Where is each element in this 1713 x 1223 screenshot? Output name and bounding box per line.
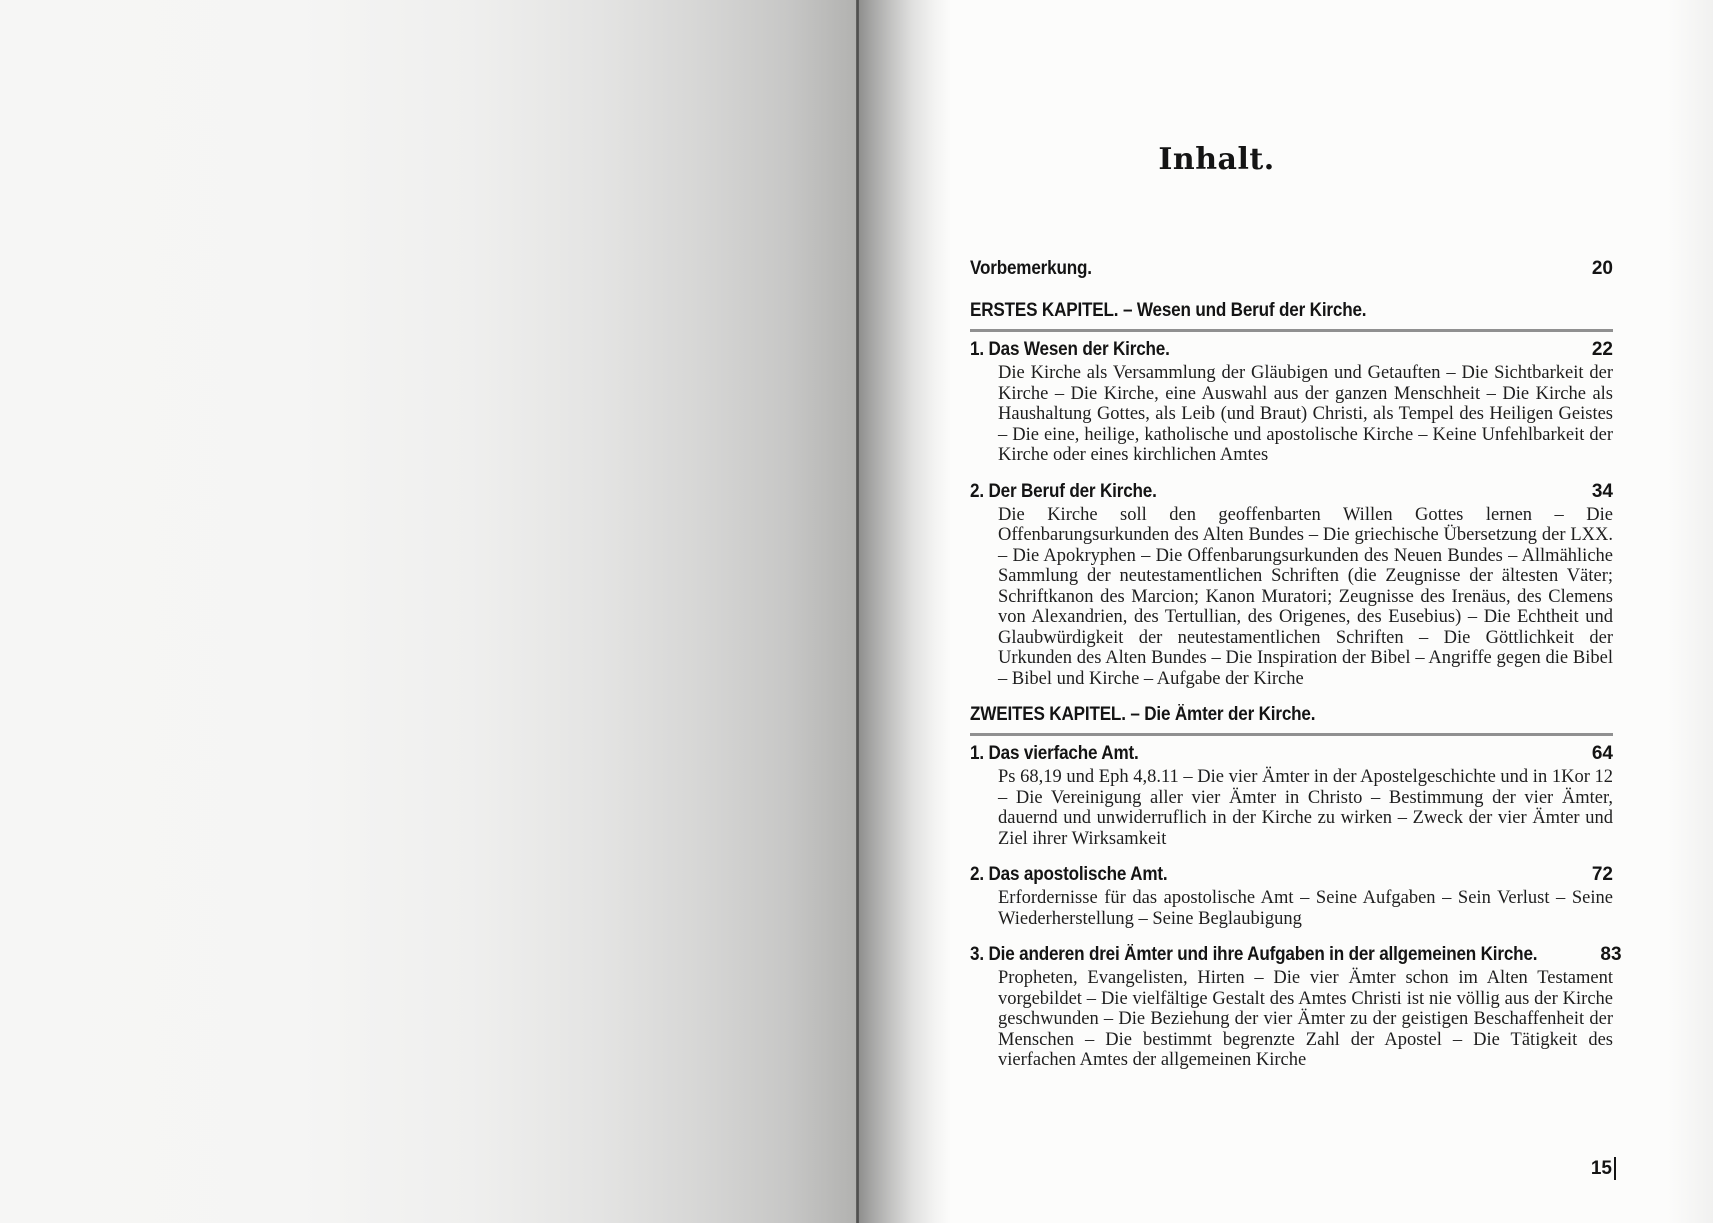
folio [970,1157,1616,1180]
toc-entry-page-number: 72 [1591,864,1613,885]
toc-content [970,0,1622,1086]
toc-entry-page-number: 20 [1591,258,1613,279]
toc-entry-row [970,864,1613,886]
toc-entry-page-number: 34 [1591,480,1613,502]
toc-entry [970,864,1613,929]
toc-chapter-2 [970,704,1622,1071]
toc-entry-label: 2. Das apostolische Amt. [970,864,1168,885]
toc-entry-summary: Die Kirche soll den geoffenbarten Willen Gottes lernen – Die Offenbarungsurkunden des Alten Bundes – Die griechische Übersetzung der LXX. – Die Apokryphen – Die Offenbarungsurkunden des Neuen Bundes – Allmähliche Sammlung der neutestamentlichen Schriften (die Zeugnisse der ältesten Väter; Schriftkanon des Marcion; Kanon Muratori; Zeugnisse des Irenäus, des Clemens von Alexandrien, des Tertullian, des Origenes, des Eusebius) – Die Echtheit und Glaubwürdigkeit der neutestamentlichen Schriften – Die Göttlichkeit der Urkunden des Alten Bundes – Die Inspiration der Bibel – Angriffe gegen die Bibel – Bibel und Kirche – Aufgabe der Kirche [998,504,1613,689]
chapter-heading-label: ERSTES KAPITEL. – Wesen und Beruf der Kirche. [970,300,1367,321]
toc-entry-label: 1. Das Wesen der Kirche. [970,339,1170,360]
page-edge-shade [1667,0,1713,1223]
toc-entry [970,944,1622,1071]
gutter-page-shadow [859,0,951,1223]
toc-entry-summary: Propheten, Evangelisten, Hirten – Die vier Ämter schon im Alten Testament vorgebildet – Die vielfältige Gestalt des Amtes Christi ist nie völlig aus der Kirche geschwunden – Die Beziehung der vier Ämter zu der geistigen Beschaffenheit der Menschen – Die bestimmt begrenzte Zahl der Apostel – Die Tätigkeit des vierfachen Amtes der allgemeinen Kirche [998,968,1613,1070]
chapter-heading [970,704,1613,736]
toc-entry-page-number: 22 [1591,339,1613,360]
toc-entry-label: 3. Die anderen drei Ämter und ihre Aufgaben in der allgemeinen Kirche. [970,944,1538,965]
toc-entry-label: Vorbemerkung. [970,258,1092,279]
toc-entry [970,481,1613,690]
toc-entry-page-number: 83 [1600,944,1622,965]
toc-chapter-1 [970,300,1613,689]
toc-entry [970,339,1613,466]
toc-entry-preface [970,258,1613,280]
table-of-contents [970,258,1622,1071]
folio-crop-bar [1614,1157,1616,1180]
toc-entry-label: 1. Das vierfache Amt. [970,743,1139,764]
toc-entry-label: 2. Der Beruf der Kirche. [970,480,1157,502]
toc-entry-summary: Ps 68,19 und Eph 4,8.11 – Die vier Ämter in der Apostelgeschichte und in 1Kor 12 – Die Vereinigung aller vier Ämter in Christo – Bestimmung der vier Ämter, dauernd und unwiderruflich in der Kirche zu wirken – Zweck der vier Ämter und Ziel ihrer Wirksamkeit [998,767,1613,849]
toc-entry [970,743,1613,849]
chapter-heading-label: ZWEITES KAPITEL. – Die Ämter der Kirche. [970,704,1316,725]
toc-entry-page-number: 64 [1591,743,1613,764]
toc-entry-row [970,743,1613,765]
toc-entry-row [970,944,1622,966]
toc-entry-row [970,339,1613,361]
folio-number: 15 [1590,1157,1612,1179]
toc-entry-summary: Erfordernisse für das apostolische Amt – Seine Aufgaben – Sein Verlust – Seine Wiederherstellung – Seine Beglaubigung [998,888,1613,929]
page-title: Inhalt. [1158,142,1275,177]
toc-entry-row [970,481,1613,503]
left-page [0,0,856,1223]
chapter-heading [970,300,1613,332]
toc-entry-summary: Die Kirche als Versammlung der Gläubigen und Getauften – Die Sichtbarkeit der Kirche – Die Kirche, eine Auswahl aus der ganzen Menschheit – Die Kirche als Haushaltung Gottes, als Leib (und Braut) Christi, als Tempel des Heiligen Geistes – Die eine, heilige, katholische und apostolische Kirche – Keine Unfehlbarkeit der Kirche oder eines kirchlichen Amtes [998,363,1613,465]
